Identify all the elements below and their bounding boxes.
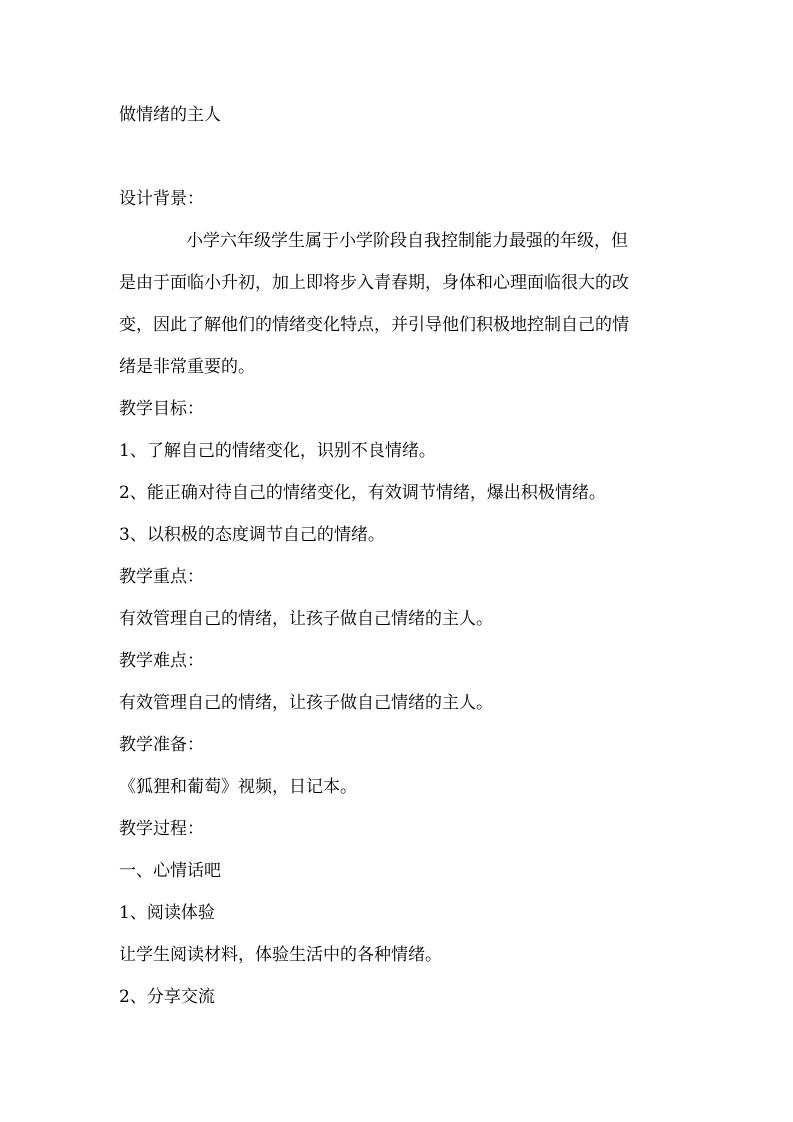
process-heading: 教学过程： — [119, 819, 204, 839]
goal-item: 3、以积极的态度调节自己的情绪。 — [119, 525, 385, 545]
key-text: 有效管理自己的情绪，让孩子做自己情绪的主人。 — [119, 609, 493, 629]
goal-item: 1、了解自己的情绪变化，识别不良情绪。 — [119, 441, 436, 461]
key-heading: 教学重点： — [119, 567, 204, 587]
step-heading: 2、分享交流 — [119, 987, 215, 1007]
prep-text: 《狐狸和葡萄》视频，日记本。 — [119, 777, 357, 797]
step-text: 让学生阅读材料，体验生活中的各种情绪。 — [119, 945, 442, 965]
background-heading: 设计背景： — [119, 189, 204, 209]
prep-heading: 教学准备： — [119, 735, 204, 755]
paragraph-line: 小学六年级学生属于小学阶段自我控制能力最强的年级，但 — [186, 231, 628, 251]
document-title: 做情绪的主人 — [119, 105, 221, 125]
difficulty-heading: 教学难点： — [119, 651, 204, 671]
goals-heading: 教学目标： — [119, 399, 204, 419]
step-heading: 1、阅读体验 — [119, 903, 215, 923]
difficulty-text: 有效管理自己的情绪，让孩子做自己情绪的主人。 — [119, 693, 493, 713]
section-heading: 一、心情话吧 — [119, 861, 221, 881]
paragraph-line: 绪是非常重要的。 — [119, 357, 255, 377]
paragraph-line: 变，因此了解他们的情绪变化特点，并引导他们积极地控制自己的情 — [119, 315, 629, 335]
paragraph-line: 是由于面临小升初，加上即将步入青春期，身体和心理面临很大的改 — [119, 273, 629, 293]
goal-item: 2、能正确对待自己的情绪变化，有效调节情绪，爆出积极情绪。 — [119, 483, 606, 503]
